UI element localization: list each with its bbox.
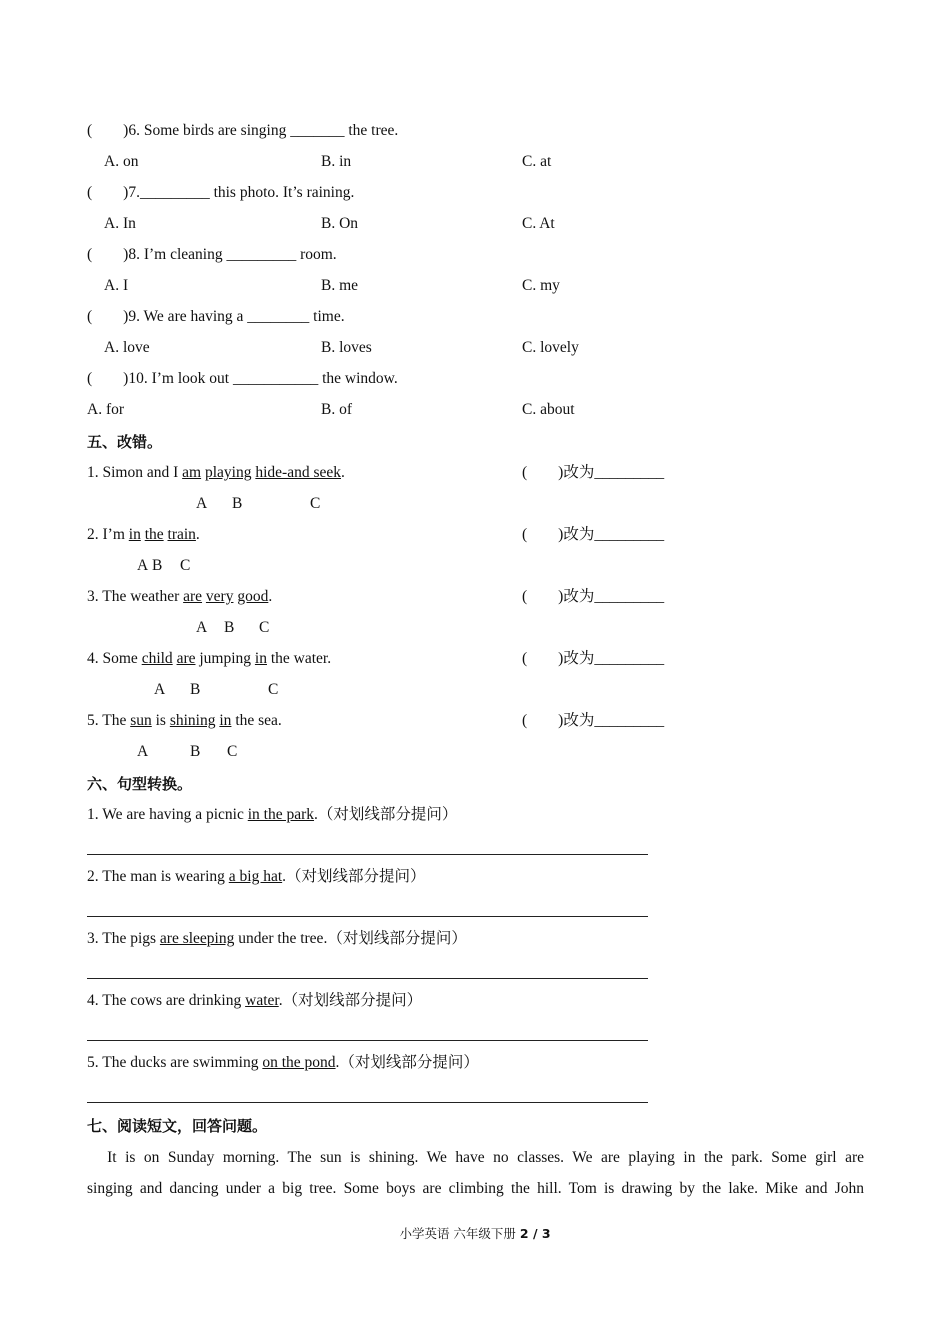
instruction-text: under the tree.（对划线部分提问）	[234, 930, 467, 947]
underlined-a: are	[183, 588, 203, 605]
reading-passage-line-1: It is on Sunday morning. The sun is shining. We have no classes. We are playing in the park. Some girl are	[87, 1149, 864, 1166]
sentence-text: 2. I’m	[87, 526, 129, 543]
answer-blank-1[interactable]: ( )改为_________	[522, 464, 665, 481]
sentence-text: 5. The ducks are swimming	[87, 1054, 263, 1071]
letter-b: B	[224, 619, 235, 636]
letter-a: A	[137, 743, 149, 760]
mc-10-option-b: B. of	[321, 401, 352, 418]
answer-line-3[interactable]	[87, 978, 648, 979]
sentence-text: is	[151, 712, 170, 729]
sentence-text: 5. The	[87, 712, 131, 729]
sentence-text: the sea.	[231, 712, 282, 729]
correction-item-3	[87, 587, 272, 607]
mc-6-option-a: A. on	[104, 153, 139, 170]
underlined-a: child	[141, 650, 173, 667]
transform-item-3	[87, 929, 467, 949]
answer-blank-5[interactable]: ( )改为_________	[522, 712, 665, 729]
underlined-b: the	[144, 526, 164, 543]
mc-stem-6: ( )6. Some birds are singing _______ the tree.	[87, 122, 399, 139]
mc-7-option-c: C. At	[522, 215, 555, 232]
transform-item-1	[87, 805, 457, 825]
mc-6-option-b: B. in	[321, 153, 352, 170]
mc-9-option-a: A. love	[104, 339, 150, 356]
sentence-text: jumping	[195, 650, 255, 667]
mc-stem-9: ( )9. We are having a ________ time.	[87, 308, 345, 325]
instruction-text: .（对划线部分提问）	[278, 992, 423, 1009]
underlined-c: hide-and seek	[255, 464, 341, 481]
answer-blank-3[interactable]: ( )改为_________	[522, 588, 665, 605]
sentence-text: 3. The pigs	[87, 930, 160, 947]
sentence-text: 4. Some	[87, 650, 142, 667]
letter-a: A	[196, 495, 208, 512]
underlined-a: am	[182, 464, 202, 481]
mc-stem-10: ( )10. I’m look out ___________ the window.	[87, 370, 398, 387]
underlined-c: in	[219, 712, 232, 729]
section-6-title: 六、句型转换。	[87, 775, 193, 793]
sentence-text: 4. The cows are drinking	[87, 992, 246, 1009]
mc-8-option-b: B. me	[321, 277, 359, 294]
correction-item-5	[87, 711, 282, 731]
mc-8-option-c: C. my	[522, 277, 560, 294]
letter-a: A	[196, 619, 208, 636]
underlined-b: shining	[169, 712, 216, 729]
sentence-text: 1. Simon and I	[87, 464, 183, 481]
underlined-b: very	[205, 588, 234, 605]
footer-text: 小学英语 六年级下册	[399, 1226, 520, 1241]
underlined-part: in the park	[247, 806, 315, 823]
answer-line-5[interactable]	[87, 1102, 648, 1103]
section-7-title: 七、阅读短文，回答问题。	[87, 1117, 268, 1135]
mc-10-option-c: C. about	[522, 401, 575, 418]
mc-7-option-a: A. In	[104, 215, 136, 232]
instruction-text: .（对划线部分提问）	[335, 1054, 479, 1071]
letter-b: B	[190, 681, 201, 698]
sentence-text: 1. We are having a picnic	[87, 806, 248, 823]
letter-a: A	[137, 557, 149, 574]
transform-item-4	[87, 991, 422, 1011]
underlined-part: water	[245, 992, 279, 1009]
mc-9-option-b: B. loves	[321, 339, 372, 356]
underlined-c: in	[254, 650, 267, 667]
letter-a: A	[154, 681, 166, 698]
reading-passage-line-2: singing and dancing under a big tree. Some boys are climbing the hill. Tom is drawing by the lake. Mike and John	[87, 1180, 864, 1197]
mc-stem-7: ( )7._________ this photo. It’s raining.	[87, 184, 355, 201]
instruction-text: .（对划线部分提问）	[314, 806, 458, 823]
transform-item-5	[87, 1053, 479, 1073]
answer-line-2[interactable]	[87, 916, 648, 917]
underlined-a: sun	[130, 712, 152, 729]
letter-c: C	[259, 619, 270, 636]
section-5-title: 五、改错。	[87, 433, 163, 451]
mc-7-option-b: B. On	[321, 215, 359, 232]
page-number: 2 / 3	[519, 1226, 551, 1241]
letter-c: C	[227, 743, 238, 760]
letter-c: C	[268, 681, 279, 698]
correction-item-2	[87, 525, 200, 545]
answer-blank-2[interactable]: ( )改为_________	[522, 526, 665, 543]
underlined-part: are sleeping	[159, 930, 235, 947]
sentence-text: .	[341, 464, 345, 481]
underlined-b: playing	[204, 464, 252, 481]
letter-c: C	[180, 557, 191, 574]
underlined-part: on the pond	[262, 1054, 336, 1071]
sentence-text: 2. The man is wearing	[87, 868, 229, 885]
sentence-text: the water.	[266, 650, 332, 667]
correction-item-1	[87, 463, 345, 483]
underlined-part: a big hat	[228, 868, 283, 885]
letter-b: B	[152, 557, 163, 574]
mc-6-option-c: C. at	[522, 153, 552, 170]
underlined-b: are	[176, 650, 196, 667]
mc-9-option-c: C. lovely	[522, 339, 579, 356]
answer-line-1[interactable]	[87, 854, 648, 855]
sentence-text: .	[268, 588, 273, 605]
mc-10-option-a: A. for	[87, 401, 125, 418]
letter-c: C	[310, 495, 321, 512]
sentence-text: 3. The weather	[87, 588, 184, 605]
page-footer	[0, 1224, 950, 1244]
underlined-a: in	[128, 526, 141, 543]
letter-b: B	[190, 743, 201, 760]
mc-stem-8: ( )8. I’m cleaning _________ room.	[87, 246, 337, 263]
underlined-c: good	[237, 588, 269, 605]
mc-8-option-a: A. I	[104, 277, 129, 294]
instruction-text: .（对划线部分提问）	[282, 868, 426, 885]
answer-line-4[interactable]	[87, 1040, 648, 1041]
sentence-text: .	[195, 526, 200, 543]
underlined-c: train	[167, 526, 196, 543]
letter-b: B	[232, 495, 243, 512]
answer-blank-4[interactable]: ( )改为_________	[522, 650, 665, 667]
correction-item-4	[87, 649, 331, 669]
transform-item-2	[87, 867, 426, 887]
